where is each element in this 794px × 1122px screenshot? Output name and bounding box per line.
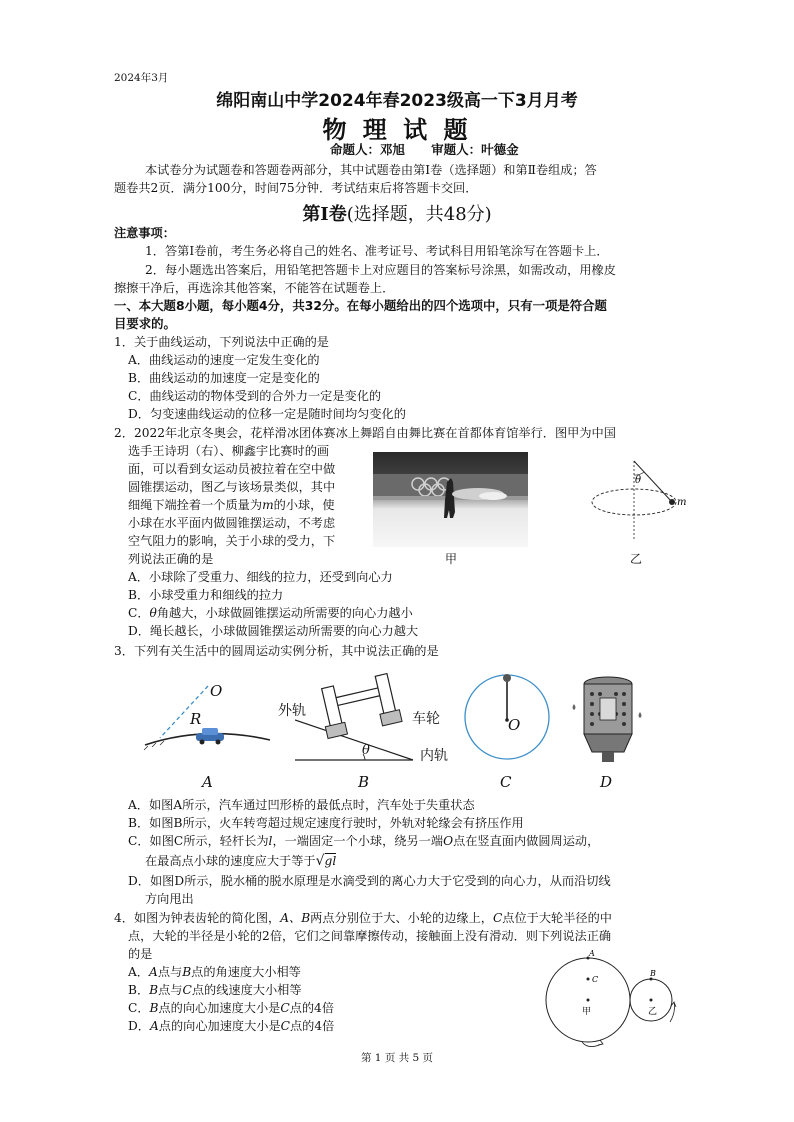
car-icon [196, 728, 224, 745]
q3-option-d-line-2: 方向甩出 [145, 892, 194, 906]
fig-b-wheel: 车轮 [412, 711, 440, 727]
q4-option-b-p1: B [149, 983, 159, 997]
q4-option-b [128, 982, 302, 998]
q1-stem: 1．关于曲线运动，下列说法中正确的是 [114, 335, 329, 349]
q3-option-c-c: 点在竖直面内做圆周运动， [453, 834, 600, 848]
q3-stem: 3．下列有关生活中的圆周运动实例分析，其中说法正确的是 [114, 644, 439, 658]
q3-sqrt-gl: gl [324, 854, 337, 868]
q2-option-a: A．小球除了受重力、细线的拉力，还受到向心力 [128, 570, 393, 584]
label-b: B [650, 969, 656, 978]
q4-option-c-t1: 点的向心加速度大小是 [158, 1001, 281, 1015]
q1-option-d: D．匀变速曲线运动的位移一定是随时间均匀变化的 [128, 407, 406, 421]
notes-line-1: 1．答第Ⅰ卷前，考生务必将自己的姓名、准考证号、考试科目用铅笔涂写在答题卡上． [145, 244, 609, 258]
q4-option-a-p1: A [149, 965, 158, 979]
q4-option-b-p2: C [182, 983, 192, 997]
exam-subject: 物 理 试 题 [322, 115, 472, 144]
q4-option-b-t2: 点的线速度大小相等 [191, 983, 302, 997]
q4-option-b-prefix: B． [128, 983, 150, 997]
q2-option-d: D．绳长越长，小球做圆锥摆运动所需要的向心力越大 [128, 624, 419, 638]
figure-skating-photo [373, 452, 528, 547]
q2-line-5b: 的小球，使 [273, 498, 335, 512]
q2-option-b: B．小球受重力和细线的拉力 [128, 588, 284, 602]
q4-ab-symbols: A、B [280, 911, 311, 925]
q4-option-a-prefix: A． [128, 965, 149, 979]
q4-option-a-t2: 点的角速度大小相等 [191, 965, 301, 979]
conical-pendulum-figure [588, 455, 698, 585]
q2-line-1: 2．2022年北京冬奥会，花样滑冰团体赛冰上舞蹈自由舞比赛在首都体育馆举行．图甲为中国 [114, 426, 616, 440]
fig-d-caption: D [600, 773, 613, 791]
fig-yi-caption: 乙 [630, 552, 643, 566]
q4-line-1b: 两点分别位于大、小轮的边缘上， [310, 911, 493, 925]
intro-line-1: 本试卷分为试题卷和答题卷两部分，其中试题卷由第Ⅰ卷（选择题）和第Ⅱ卷组成；答 [145, 163, 597, 177]
q2-theta-symbol: θ [149, 606, 157, 620]
exam-title: 绵阳南山中学2024年春2023级高一下3月月考 [216, 91, 578, 111]
q3-option-c-line-2: 在最高点小球的速度应大于等于√gl [145, 853, 337, 869]
q3-o-symbol: O [443, 834, 454, 848]
mass-label: m [677, 497, 687, 508]
q2-line-8: 列说法正确的是 [128, 552, 214, 566]
page-number: 第 1 页 共 5 页 [360, 1052, 434, 1064]
q3-option-a: A．如图A所示，汽车通过凹形桥的最低点时，汽车处于失重状态 [128, 798, 475, 812]
q4-option-d-t1: 点的向心加速度大小是 [158, 1019, 281, 1033]
q2-line-5 [128, 497, 335, 513]
q3-option-c-a: C．如图C所示，轻杆长为 [128, 834, 269, 848]
q4-option-d-t2: 点的4倍 [289, 1019, 335, 1033]
ball [503, 674, 511, 682]
q4-line-1 [114, 910, 612, 926]
q1-option-b: B．曲线运动的加速度一定是变化的 [128, 371, 320, 385]
q3-option-c-d: 在最高点小球的速度应大于等于 [145, 854, 316, 868]
q4-option-d [128, 1018, 334, 1034]
fig-b-rail-curve [295, 672, 420, 767]
q4-option-a-t1: 点与 [157, 965, 183, 979]
q4-line-1a: 4．如图为钟表齿轮的简化图， [114, 911, 281, 925]
section-title-main: 第Ⅰ卷 [302, 204, 347, 225]
label-a: A [589, 950, 595, 958]
q4-option-c-p1: B [149, 1001, 159, 1015]
q4-option-d-p2: C [280, 1019, 290, 1033]
q4-c-symbol: C [492, 911, 503, 925]
q2-line-2: 选手王诗玥（右）、柳鑫宇比赛时的画 [128, 444, 330, 458]
q2-line-7: 空气阻力的影响，关于小球的受力，下 [128, 534, 336, 548]
q4-line-3: 的是 [128, 947, 153, 961]
q4-option-c [128, 1000, 334, 1016]
q4-option-d-p1: A [149, 1019, 159, 1033]
q3-l-symbol: l [268, 834, 273, 848]
theta-label: θ [635, 475, 642, 486]
label-jia: 甲 [582, 1007, 592, 1017]
ball [669, 499, 675, 505]
fig-a-caption: A [202, 773, 213, 791]
q2-line-6: 小球在水平面内做圆锥摆运动，不考虑 [128, 516, 336, 530]
q3-option-d-line-1: D．如图D所示，脱水桶的脱水原理是水滴受到的离心力大于它受到的向心力，从而沿切线 [128, 874, 611, 888]
q4-option-d-prefix: D． [128, 1019, 150, 1033]
q4-option-c-t2: 点的4倍 [289, 1001, 335, 1015]
notes-line-2: 2．每小题选出答案后，用铅笔把答题卡上对应题目的答案标号涂黑，如需改动，用橡皮 [145, 263, 616, 277]
train-axle [317, 673, 402, 739]
q3-option-c-line-1 [128, 833, 599, 849]
part1-line-1: 一、本大题8小题，每小题4分，共32分。在每小题给出的四个选项中，只有一项是符合题 [114, 298, 607, 313]
notes-heading: 注意事项： [114, 226, 175, 240]
fig-b-theta: θ [362, 743, 370, 758]
part1-line-2: 目要求的。 [114, 316, 176, 331]
exam-authors: 命题人：邓旭 审题人：叶德金 [330, 142, 519, 157]
q2-option-c-prefix: C． [128, 606, 150, 620]
intro-line-2: 题卷共2页．满分100分，时间75分钟．考试结束后将答题卡交回． [114, 181, 478, 195]
notes-line-3: 擦擦干净后，再选涂其他答案，不能答在试题卷上． [114, 281, 395, 295]
section-title-note: (选择题，共48分) [346, 204, 492, 225]
label-c: C [592, 975, 599, 984]
exam-date: 2024年3月 [114, 72, 169, 84]
fig-c-o: O [508, 716, 521, 734]
q2-option-c-text: 角越大，小球做圆锥摆运动所需要的向心力越小 [156, 606, 413, 620]
q3-option-b: B．如图B所示，火车转弯超过规定速度行驶时，外轨对轮缘会有挤压作用 [128, 816, 524, 830]
q2-option-c [128, 605, 413, 621]
fig-b-inner-rail: 内轨 [420, 748, 448, 764]
q4-option-c-prefix: C． [128, 1001, 150, 1015]
q4-option-b-t1: 点与 [158, 983, 183, 997]
q3-option-c-b: ，一端固定一个小球，绕另一端 [272, 834, 444, 848]
fig-b-caption: B [358, 773, 370, 791]
q2-line-5a: 细绳下端拴着一个质量为 [128, 498, 263, 512]
q4-line-1c: 点位于大轮半径的中 [502, 911, 612, 925]
section-title [0, 200, 794, 226]
q4-option-a-p2: B [182, 965, 192, 979]
q2-line-4: 圆锥摆运动，图乙与该场景类似，其中 [128, 480, 336, 494]
q2-line-3: 面，可以看到女运动员被拉着在空中做 [128, 462, 336, 476]
label-yi: 乙 [648, 1007, 658, 1017]
fig-a-r: R [190, 710, 202, 728]
q1-option-c: C．曲线运动的物体受到的合外力一定是变化的 [128, 389, 382, 403]
q2-mass-symbol: m [262, 498, 274, 512]
q1-option-a: A．曲线运动的速度一定发生变化的 [128, 353, 320, 367]
q4-line-2: 点，大轮的半径是小轮的2倍，它们之间靠摩擦传动，接触面上没有滑动．则下列说法正确 [128, 929, 612, 943]
photo-scene [373, 452, 528, 547]
gear-figure [540, 950, 695, 1050]
fig-a-o: O [210, 682, 223, 700]
fig-c-caption: C [500, 773, 512, 791]
q4-option-c-p2: C [280, 1001, 290, 1015]
fig-b-outer-rail: 外轨 [278, 703, 306, 719]
fig-d-spin-dryer [568, 670, 648, 770]
q4-option-a [128, 964, 301, 980]
fig-jia-caption: 甲 [445, 552, 458, 566]
